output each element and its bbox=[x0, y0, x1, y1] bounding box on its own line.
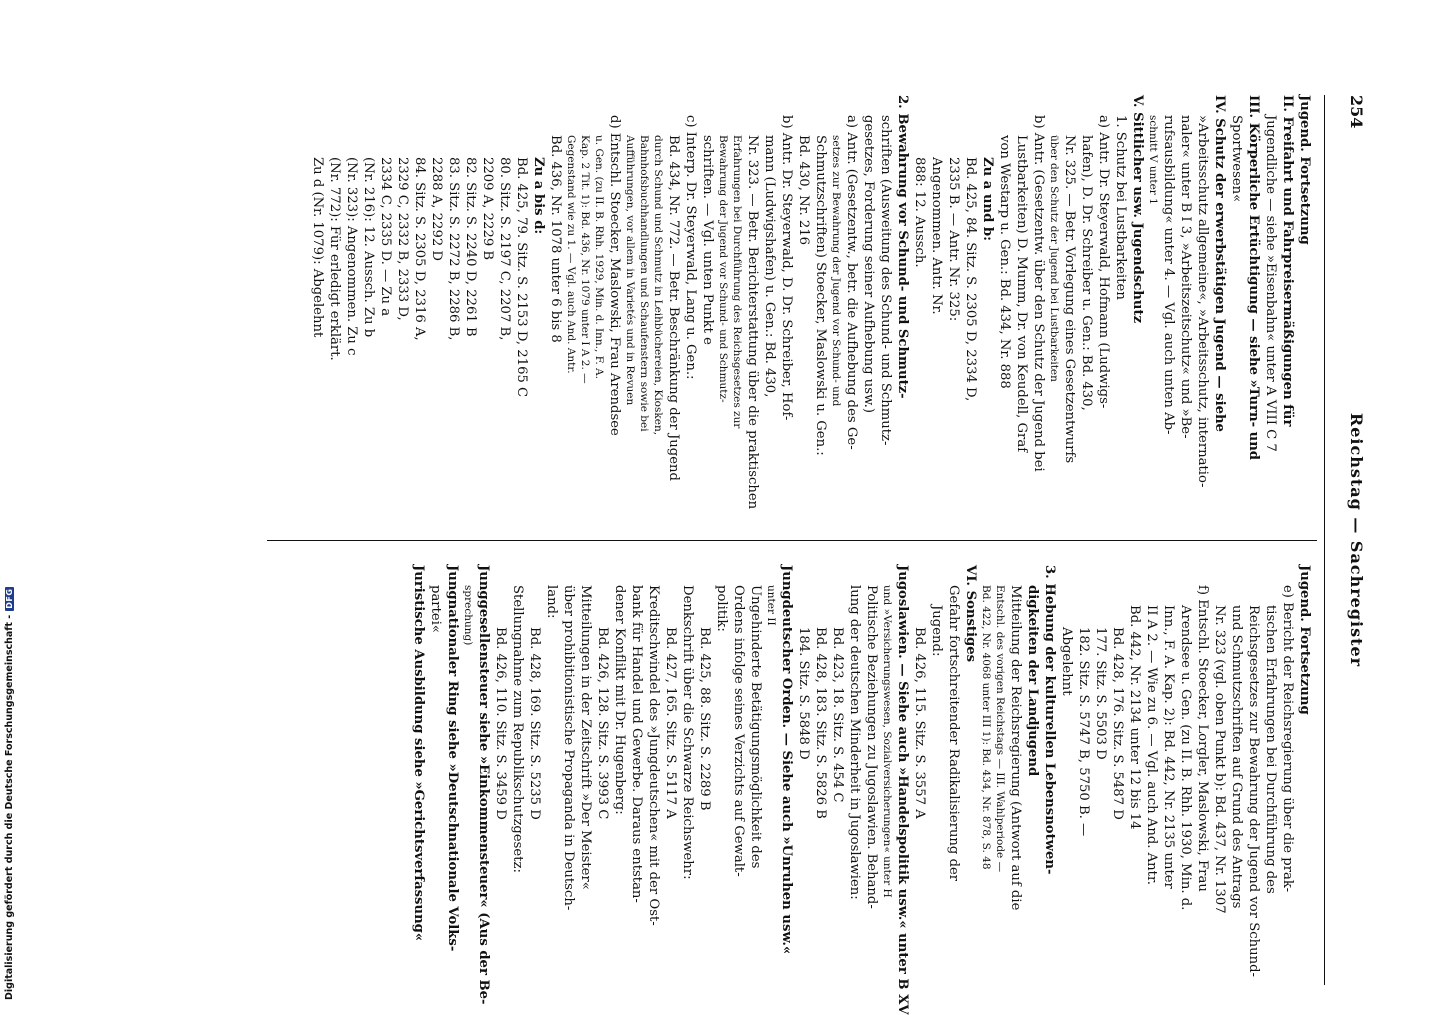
right-column-line: Bd. 426, 115. Sitz. S. 3557 A bbox=[912, 627, 927, 819]
running-title: Reichstag — Sachregister bbox=[1347, 412, 1366, 668]
left-column-line: 2. Bewahrung vor Schund- und Schmutz- bbox=[895, 95, 910, 399]
left-column-line: Zu d (Nr. 1079): Abgelehnt bbox=[310, 157, 325, 338]
left-column-line: schnitt V unter 1 bbox=[1147, 115, 1159, 205]
left-column-line: 83. Sitz. S. 2272 B, 2286 B, bbox=[446, 157, 461, 341]
right-column-line: Bd. 426, 128. Sitz. S. 3993 C bbox=[595, 627, 610, 820]
left-column-line: III. Körperliche Ertüchtigung — siehe »Turn- und bbox=[1246, 95, 1261, 461]
right-column-line: Reichsgesetzes zur Bewahrung der Jugend vor Schund- bbox=[1246, 605, 1261, 978]
right-column-line: Juristische Ausbildung siehe »Gerichtsverfassung« bbox=[411, 565, 426, 942]
left-column-line: (Nr. 772): Für erledigt erklärt. bbox=[327, 157, 342, 361]
column-divider bbox=[267, 540, 1317, 541]
left-column-line: 84. Sitz. S. 2305 D, 2316 A, bbox=[412, 157, 427, 341]
left-column-line: 2288 A, 2292 D bbox=[429, 157, 444, 261]
left-column-line: Zu a und b: bbox=[980, 157, 995, 242]
left-column-line: 2335 B. — Antr. Nr. 325: bbox=[946, 157, 961, 322]
left-column-line: Nr. 325. — Betr. Vorlegung eines Gesetzentwurfs bbox=[1062, 135, 1077, 464]
left-column-line: a) Antr. (Gesetzentw., betr. die Aufhebung des Ge- bbox=[844, 115, 859, 450]
left-column-line: setzes zur Bewahrung der Jugend vor Schund- und bbox=[830, 135, 842, 407]
right-column-line: 3. Hebung der kulturellen Lebensnotwen- bbox=[1042, 565, 1057, 875]
left-column-line: Aufführungen, vor allem in Varietés und in Revuen bbox=[624, 135, 636, 406]
left-column-line: Angenommen. Antr. Nr. bbox=[929, 157, 944, 315]
right-column-line: Arendsee u. Gen. (zu II. B. Rhh. 1930, Min. d. bbox=[1178, 605, 1193, 911]
left-column-line: gesetzes, Forderung seiner Aufhebung usw.) bbox=[861, 115, 876, 414]
right-column-line: Bd. 442, Nr. 2134 unter 12 bis 14 bbox=[1127, 605, 1142, 830]
right-column-line: 184. Sitz. S. 5848 D bbox=[796, 627, 811, 760]
right-column-line: politik: bbox=[714, 585, 729, 632]
left-column-line: Bahnhofsbuchhandlungen und Schaufenstern sowie bei bbox=[638, 135, 650, 432]
right-column-line: über prohibitionistische Propaganda in Deutsch- bbox=[561, 585, 576, 911]
right-column bbox=[410, 565, 1313, 1015]
right-column-line: Bd. 428, 169. Sitz. S. 5235 D bbox=[527, 627, 542, 820]
right-column-line: Denkschrift über die Schwarze Reichswehr: bbox=[680, 585, 695, 880]
left-column-line: Sportwesen« bbox=[1229, 115, 1244, 203]
right-column-line: Bd. 428, 183. Sitz. S. 5826 B bbox=[813, 627, 828, 819]
left-column-line: mann (Ludwigshafen) u. Gen.: Bd. 430, bbox=[762, 135, 777, 398]
right-column-line: f) Entschl. Stoecker, Lorgler, Maslowski, Frau bbox=[1195, 585, 1210, 892]
page-header bbox=[1324, 95, 1367, 985]
right-column-line: bank für Handel und Gewerbe. Daraus entstan- bbox=[629, 585, 644, 903]
footer-text: Digitalisierung gefördert durch die Deutsche Forschungsgemeinschaft - bbox=[4, 614, 15, 1000]
right-column-line: sprechung) bbox=[462, 585, 474, 646]
left-column-line: (Nr. 323): Angenommen. Zu c bbox=[344, 157, 359, 356]
left-column-line: Bd. 425, 79. Sitz. S. 2153 D, 2165 C bbox=[514, 157, 529, 398]
rotated-page bbox=[127, 95, 1367, 1015]
left-column-line: Jugendliche — siehe »Eisenbahn« unter A VIII C 7 bbox=[1263, 115, 1278, 452]
left-column-line: Schmutzschriften) Stoecker, Maslowski u. Gen.: bbox=[813, 135, 828, 456]
right-column-line: Jugend: bbox=[929, 605, 944, 657]
right-column-line: unter II bbox=[765, 585, 777, 626]
right-column-line: Jugoslawien. — Siehe auch »Handelspolitik usw.« unter B XV bbox=[895, 565, 910, 1015]
dfg-logo: DFG bbox=[5, 588, 14, 609]
right-column-line: Abgelehnt bbox=[1059, 627, 1074, 696]
digitization-footer bbox=[4, 588, 15, 1000]
left-column-line: Bd. 430, Nr. 216 bbox=[796, 135, 811, 246]
right-column-line: Kreditschwindel des »Jungdeutschen« mit der Ost- bbox=[646, 585, 661, 926]
left-column-line: 80. Sitz. S. 2197 C, 2207 B, bbox=[497, 157, 512, 341]
right-column-line: land: bbox=[544, 585, 559, 619]
right-column-line: Bd. 428, 176. Sitz. S. 5487 D bbox=[1110, 627, 1125, 820]
left-column-line: durch Schund und Schmutz in Leihbüchereien, Kiosken, bbox=[652, 135, 664, 436]
right-column-line: II A 2. — Wie zu 6. — Vgl. auch And. Antr. bbox=[1144, 605, 1159, 886]
right-column-line: dener Konflikt mit Dr. Hugenberg: bbox=[612, 585, 627, 815]
right-column-line: 182. Sitz. S. 5747 B, 5750 B. — bbox=[1076, 627, 1091, 837]
right-column-line: lung der deutschen Minderheit in Jugoslawien: bbox=[847, 585, 862, 900]
left-column-line: 2209 A, 2229 B bbox=[480, 157, 495, 261]
left-column-line: Nr. 323. — Betr. Berichterstattung über die praktischen bbox=[745, 135, 760, 510]
right-column-line: Bd. 425, 88. Sitz. S. 2289 B bbox=[697, 627, 712, 811]
right-column-line: Entschl. des vorigen Reichstags — III. Wahlperiode — bbox=[994, 585, 1006, 873]
left-column-line: c) Interp. Dr. Steyerwald, Lang u. Gen.: bbox=[683, 115, 698, 380]
left-column-line: V. Sittlicher usw. Jugendschutz bbox=[1130, 95, 1145, 324]
left-column-line: IV. Schutz der erwerbstätigen Jugend — siehe bbox=[1212, 95, 1227, 432]
left-column-line: naler« unter B I 3, »Arbeitszeitschutz« und »Be- bbox=[1178, 115, 1193, 439]
right-column-line: Ordens infolge seines Verzichts auf Gewalt- bbox=[731, 585, 746, 877]
right-column-line: Jungnationaler Ring siehe »Deutschnationale Volks- bbox=[445, 565, 460, 952]
left-column-line: 888: 12. Aussch. bbox=[912, 157, 927, 268]
right-column-line: Stellungnahme zum Republikschutzgesetz: bbox=[510, 585, 525, 873]
right-column-line: VI. Sonstiges bbox=[963, 565, 978, 663]
left-column-line: 1. Schutz bei Lustbarkeiten bbox=[1113, 115, 1128, 300]
right-column-line: Nr. 323 (vgl. oben Punkt b): Bd. 437, Nr. 1307 bbox=[1212, 605, 1227, 914]
left-column-line: Bd. 434, Nr. 772. — Betr. Beschränkung der Jugend bbox=[666, 135, 681, 481]
left-column-line: Kap. 2 Tit. 1): Bd. 436, Nr. 1079 unter I A 2. — bbox=[579, 135, 591, 384]
left-column-line: Gegenstand wie zu 1. — Vgl. auch And. Antr. bbox=[565, 135, 577, 374]
left-column-line: II. Freifahrt und Fahrpreisermäßigungen für bbox=[1280, 95, 1295, 427]
right-column-line: digkeiten der Landjugend bbox=[1025, 585, 1040, 777]
right-column-line: Inn., F. A. Kap. 2): Bd. 442, Nr. 2135 unter bbox=[1161, 605, 1176, 889]
right-column-line: Gefahr fortschreitender Radikalisierung der bbox=[946, 585, 961, 882]
left-column-line: von Westarp u. Gen.: Bd. 434, Nr. 888 bbox=[997, 135, 1012, 389]
left-column-line: Zu a bis d: bbox=[531, 157, 546, 235]
left-column-line: über den Schutz der Jugend bei Lustbarkeiten bbox=[1048, 135, 1060, 382]
right-column-line: Bd. 426, 110. Sitz. S. 3459 D bbox=[493, 627, 508, 820]
right-column-line: und Schmutzschriften auf Grund des Antrags bbox=[1229, 605, 1244, 909]
right-column-line: tischen Erfahrungen bei Durchführung des bbox=[1263, 605, 1278, 894]
left-column-line: rufsausbildung« unter 4. — Vgl. auch unten Ab- bbox=[1161, 115, 1176, 435]
left-column-line: Jugend. Fortsetzung bbox=[1297, 95, 1312, 245]
left-column bbox=[309, 95, 1313, 515]
left-column-line: schriften (Ausweitung des Schund- und Schmutz- bbox=[878, 115, 893, 446]
left-column-line: Erfahrungen bei Durchführung des Reichsgesetzes zur bbox=[731, 135, 743, 429]
right-column-line: Bd. 427, 165. Sitz. S. 5117 A bbox=[663, 627, 678, 819]
left-column-line: 82. Sitz. S. 2240 D, 2261 B bbox=[463, 157, 478, 337]
left-column-line: Lustbarkeiten) D. Mumm, Dr. von Keudell, Graf bbox=[1014, 135, 1029, 453]
left-column-line: schriften. — Vgl. unten Punkt e bbox=[700, 135, 715, 345]
right-column-line: Bd. 422, Nr. 4068 unter III 1): Bd. 434, Nr. 878, S. 48 bbox=[980, 585, 992, 870]
left-column-line: hafen), D. Dr. Schreiber u. Gen.: Bd. 430, bbox=[1079, 135, 1094, 411]
right-column-line: Politische Beziehungen zu Jugoslawien. Behand- bbox=[864, 585, 879, 909]
left-column-line: a) Antr. Dr. Steyerwald, Hofmann (Ludwigs- bbox=[1096, 115, 1111, 409]
left-column-line: b) Antr. Dr. Steyerwald, D. Dr. Schreiber, Hof- bbox=[779, 115, 794, 421]
right-column-line: Jugend. Fortsetzung bbox=[1297, 565, 1312, 715]
right-column-line: Junggesellensteuer siehe »Einkommensteuer« (Aus der Be- bbox=[476, 565, 491, 1005]
left-column-line: Bd. 425, 84. Sitz. S. 2305 D, 2334 D, bbox=[963, 157, 978, 402]
right-column-line: Bd. 423, 18. Sitz. S. 454 C bbox=[830, 627, 845, 803]
right-column-line: Mitteilungen in der Zeitschrift »Der Meister« bbox=[578, 585, 593, 890]
left-column-line: b) Antr. (Gesetzentw. über den Schutz der Jugend bei bbox=[1031, 115, 1046, 472]
left-column-line: d) Entschl. Stoecker, Maslowski, Frau Arendsee bbox=[607, 115, 622, 436]
left-column-line: Bewahrung der Jugend vor Schund- und Schmutz- bbox=[717, 135, 729, 403]
right-column-line: Mitteilung der Reichsregierung (Antwort auf die bbox=[1008, 585, 1023, 911]
right-column-line: e) Bericht der Reichsregierung über die prak- bbox=[1280, 585, 1295, 893]
right-column-line: partei« bbox=[428, 585, 443, 633]
page-number: 254 bbox=[1347, 95, 1366, 129]
right-column-line: Ungehinderte Betätigungsmöglichkeit des bbox=[748, 585, 763, 869]
right-column-line: Jungdeutscher Orden. — Siehe auch »Unruhen usw.« bbox=[779, 565, 794, 955]
left-column-line: u. Gen. (zu II. B. Rhh. 1929, Min. d. Inn., F. A. bbox=[593, 135, 605, 379]
right-column-line: und »Versicherungswesen, Sozialversicherungen« unter H bbox=[881, 585, 893, 898]
left-column-line: 2334 C, 2335 D. — Zu a bbox=[378, 157, 393, 317]
right-column-line: 177. Sitz. S. 5503 D bbox=[1093, 627, 1108, 760]
left-column-line: »Arbeitsschutz allgemeine«, »Arbeitsschutz, internatio- bbox=[1195, 115, 1210, 488]
left-column-line: (Nr. 216): 12. Aussch. Zu b bbox=[361, 157, 376, 338]
left-column-line: 2329 C, 2332 B, 2333 D, bbox=[395, 157, 410, 321]
left-column-line: Bd. 436, Nr. 1078 unter 6 bis 8 bbox=[548, 135, 563, 343]
